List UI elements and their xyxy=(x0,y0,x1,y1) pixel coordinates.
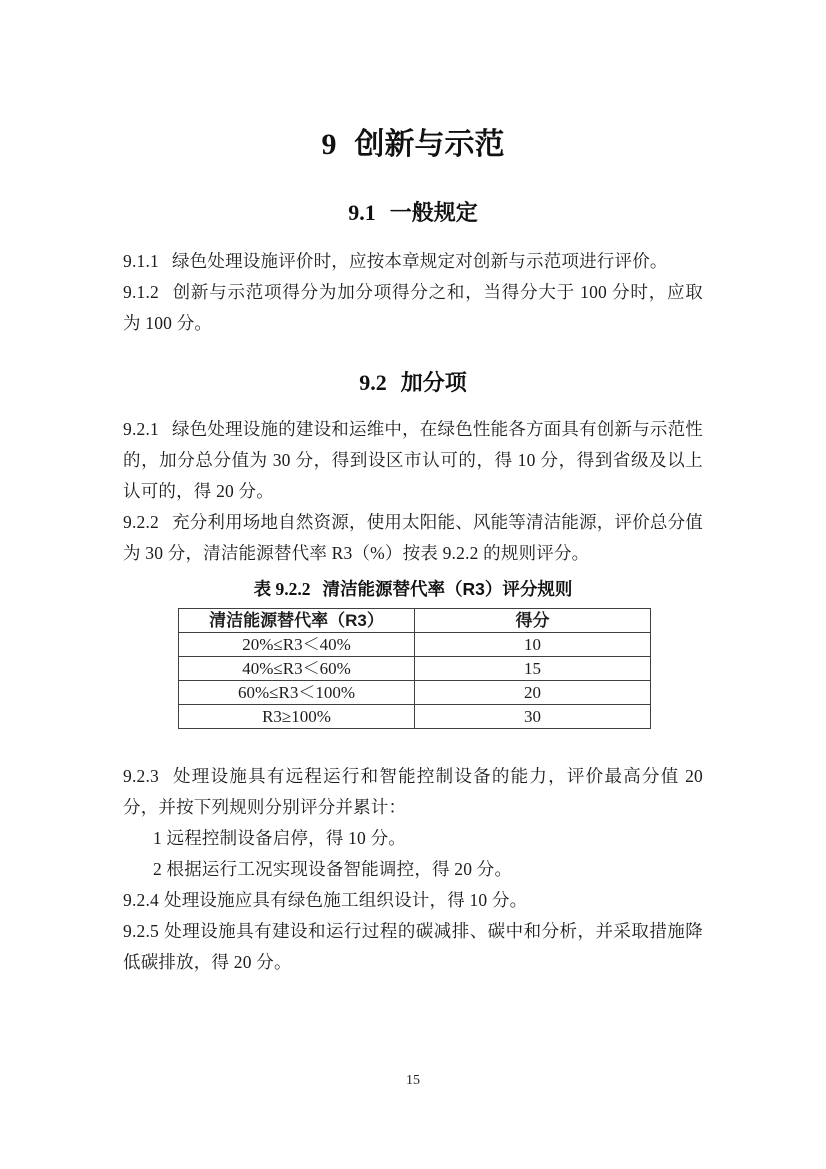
section-number: 9.2 xyxy=(359,370,387,395)
clause-9-2-4 xyxy=(123,885,703,916)
section-title-text: 一般规定 xyxy=(389,200,478,225)
clause-number: 9.2.5 xyxy=(123,921,159,941)
clause-number: 9.1.1 xyxy=(123,251,159,271)
chapter-number: 9 xyxy=(321,128,337,161)
table-caption-number: 表 9.2.2 xyxy=(253,579,311,599)
list-item-1: 1 远程控制设备启停，得 10 分。 xyxy=(153,828,406,848)
chapter-title xyxy=(123,128,703,162)
clause-9-1-1 xyxy=(123,246,703,277)
clause-9-2-2 xyxy=(123,507,703,569)
clause-9-2-3 xyxy=(123,761,703,823)
table-cell-range: 60%≤R3＜100% xyxy=(179,681,415,705)
table-header-row xyxy=(179,609,651,633)
clause-text: 处理设施具有建设和运行过程的碳减排、碳中和分析，并采取措施降低碳排放，得 20 分。 xyxy=(123,921,703,972)
table-cell-score: 10 xyxy=(415,633,651,657)
clause-text: 处理设施应具有绿色施工组织设计，得 10 分。 xyxy=(164,890,528,910)
clause-9-1-2 xyxy=(123,277,703,339)
clause-text: 创新与示范项得分为加分项得分之和，当得分大于 100 分时，应取为 100 分。 xyxy=(123,282,703,333)
clause-9-2-1 xyxy=(123,414,703,507)
section-title-9-2 xyxy=(123,371,703,395)
clause-text: 充分利用场地自然资源，使用太阳能、风能等清洁能源，评价总分值为 30 分，清洁能源替代率 R3（%）按表 9.2.2 的规则评分。 xyxy=(123,512,703,563)
clause-number: 9.2.1 xyxy=(123,419,159,439)
section-title-9-1 xyxy=(123,201,703,225)
list-item-2: 2 根据运行工况实现设备智能调控，得 20 分。 xyxy=(153,859,513,879)
clause-text: 处理设施具有远程运行和智能控制设备的能力，评价最高分值 20 分，并按下列规则分别评分并累计： xyxy=(123,766,703,817)
clause-number: 9.2.4 xyxy=(123,890,159,910)
table-header-score: 得分 xyxy=(415,609,651,633)
table-cell-score: 30 xyxy=(415,705,651,729)
clause-number: 9.2.2 xyxy=(123,512,159,532)
table-cell-range: 40%≤R3＜60% xyxy=(179,657,415,681)
table-cell-range: 20%≤R3＜40% xyxy=(179,633,415,657)
document-content xyxy=(123,0,703,978)
table-row xyxy=(179,705,651,729)
table-caption-text: 清洁能源替代率（R3）评分规则 xyxy=(322,579,573,599)
section-title-text: 加分项 xyxy=(400,370,467,395)
table-row xyxy=(179,681,651,705)
table-cell-range: R3≥100% xyxy=(179,705,415,729)
section-number: 9.1 xyxy=(348,200,376,225)
table-row xyxy=(179,633,651,657)
clause-9-2-5 xyxy=(123,916,703,978)
clause-number: 9.2.3 xyxy=(123,766,159,786)
table-row xyxy=(179,657,651,681)
clause-number: 9.1.2 xyxy=(123,282,159,302)
table-cell-score: 15 xyxy=(415,657,651,681)
clause-text: 绿色处理设施评价时，应按本章规定对创新与示范项进行评价。 xyxy=(172,251,668,271)
table-cell-score: 20 xyxy=(415,681,651,705)
chapter-title-text: 创新与示范 xyxy=(354,128,505,161)
page-number: 15 xyxy=(406,1073,420,1088)
table-header-range: 清洁能源替代率（R3） xyxy=(179,609,415,633)
table-caption xyxy=(123,577,703,601)
score-table xyxy=(178,608,651,729)
clause-text: 绿色处理设施的建设和运维中，在绿色性能各方面具有创新与示范性的，加分总分值为 30 分，得到设区市认可的，得 10 分，得到省级及以上认可的，得 20 分。 xyxy=(123,419,703,501)
